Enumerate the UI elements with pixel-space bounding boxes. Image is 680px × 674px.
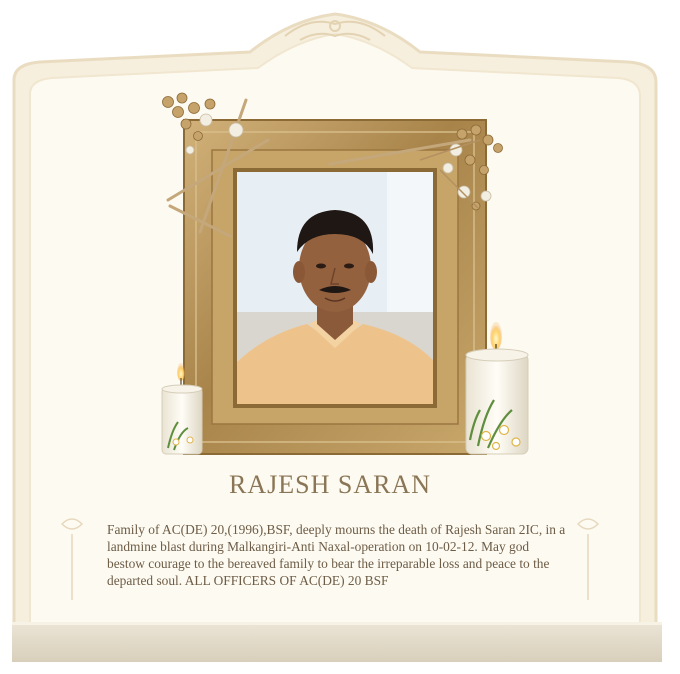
condolence-message: Family of AC(DE) 20,(1996),BSF, deeply mourns the death of Rajesh Saran 2IC, in a landmine blast during Malkangiri-Anti Naxal-operation on 10-02-12. May god bestow courage to the bereaved family to bear the irreparable loss and peace to the departed soul. ALL OFFICERS OF AC(DE) 20 BSF (107, 522, 566, 588)
base-bar (12, 622, 662, 662)
portrait-photo (237, 172, 433, 404)
deceased-name: RAJESH SARAN (229, 470, 431, 499)
